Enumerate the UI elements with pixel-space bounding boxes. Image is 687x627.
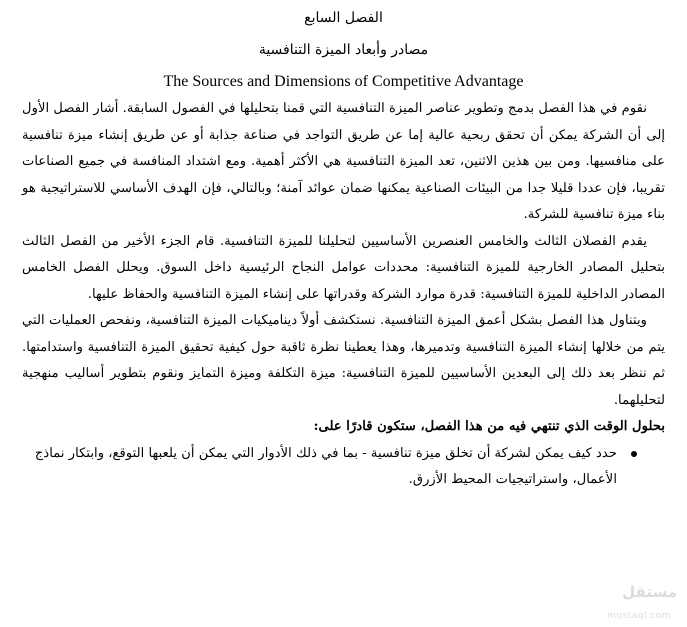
list-item-text: حدد كيف يمكن لشركة أن تخلق ميزة تنافسية - بما في ذلك الأدوار التي يمكن أن يلعبها التوقع، وابتكار نماذج الأعمال، واستراتيجيات المحيط الأزرق. — [34, 445, 617, 487]
paragraph-chapter-scope: ويتناول هذا الفصل بشكل أعمق الميزة التنافسية. نستكشف أولاً ديناميكيات الميزة التنافسية، ونفحص العمليات التي يتم من خلالها إنشاء الميزة التنافسية وتدميرها، وهذا يعطينا نظرة ثاقبة حول كيفية تحقيق الميزة التنافسية واستدامتها. ثم ننظر بعد ذلك إلى البعدين الأساسيين للميزة التنافسية: ميزة التكلفة وميزة التمايز ونقوم بتطوير أساليب منهجية لتحليلهما. — [22, 313, 665, 408]
bullet-dot-icon — [631, 451, 637, 457]
arabic-subtitle: مصادر وأبعاد الميزة التنافسية — [258, 42, 429, 58]
english-subtitle: The Sources and Dimensions of Competitive Advantage — [163, 73, 524, 90]
paragraph-chapters-overview: يقدم الفصلان الثالث والخامس العنصرين الأساسيين لتحليلنا للميزة التنافسية. قام الجزء الأخير من الفصل الثالث بتحليل المصادر الخارجية للميزة التنافسية: محددات عوامل النجاح الرئيسية داخل السوق. ويحلل الفصل الخامس المصادر الداخلية للميزة التنافسية: قدرة موارد الشركة وقدراتها على إنشاء الميزة التنافسية والحفاظ عليها. — [22, 233, 665, 302]
watermark-logo-text: مستقل — [622, 583, 677, 601]
objectives-list — [22, 441, 665, 494]
chapter-title: الفصل السابع — [304, 10, 383, 26]
watermark-url: mostaql.com — [607, 611, 671, 621]
watermark — [607, 583, 677, 621]
paragraph-intro: نقوم في هذا الفصل بدمج وتطوير عناصر الميزة التنافسية التي قمنا بتحليلها في الفصول السابقة. أشار الفصل الأول إلى أن الشركة يمكن أن تحقق ربحية عالية إما عن طريق التواجد في صناعة جذابة أو عن طريق إنشاء ميزة تنافسية على منافسيها. ومن بين هذين الاثنين، تعد الميزة التنافسية هي الأكثر أهمية. ومع اشتداد المنافسة في جميع الصناعات تقريبا، فإن عددا قليلا جدا من البيئات الصناعية يمكنها ضمان عوائد آمنة؛ وبالتالي، فإن الهدف الأساسي للاستراتيجية هو بناء ميزة تنافسية للشركة. — [22, 101, 665, 222]
list-item — [22, 441, 665, 494]
objectives-heading: بحلول الوقت الذي تنتهي فيه من هذا الفصل، ستكون قادرًا على: — [313, 419, 665, 434]
